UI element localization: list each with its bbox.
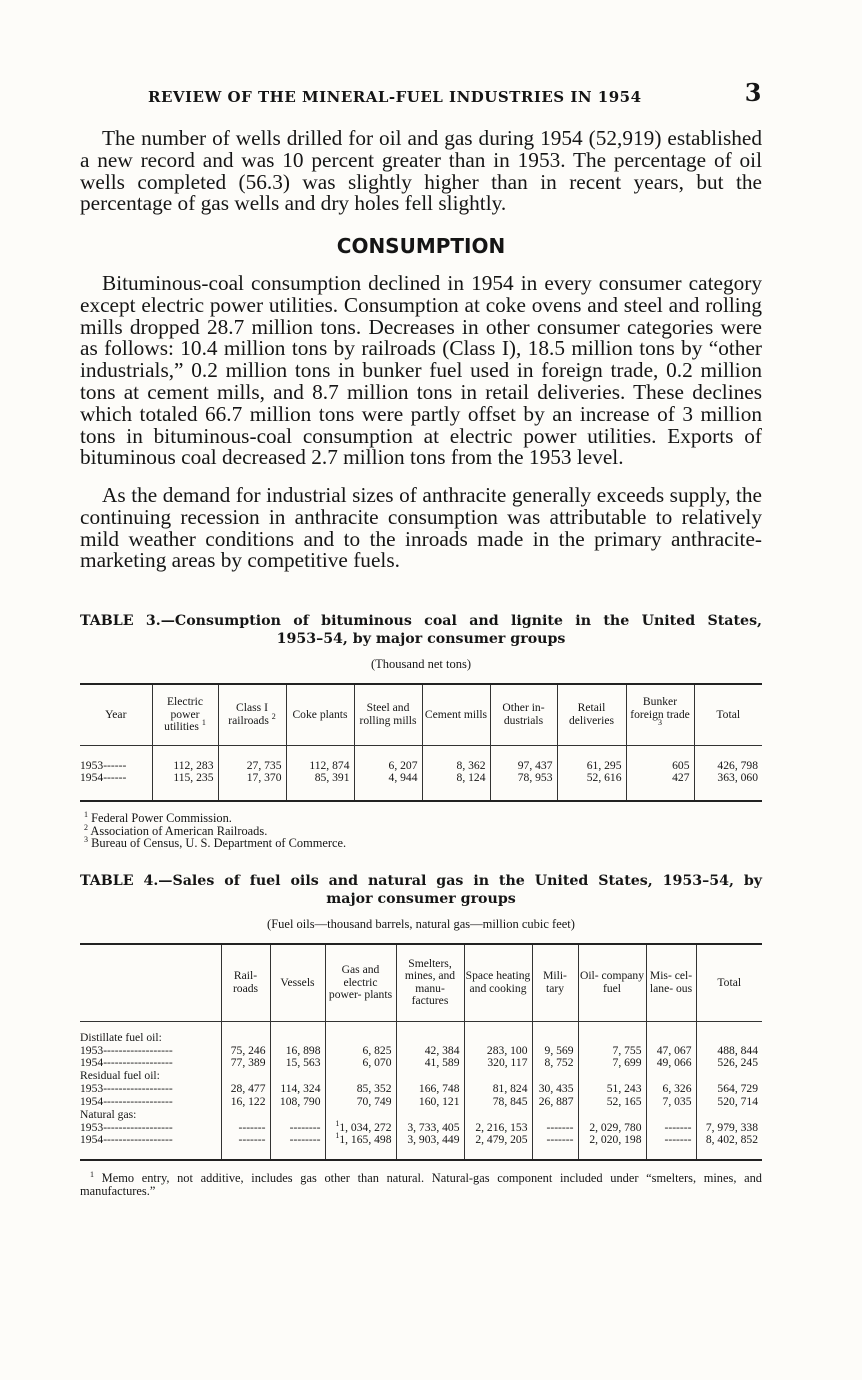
table-cell: 112, 874 xyxy=(286,760,354,772)
table-cell: 160, 121 xyxy=(396,1096,464,1109)
row-year: 1953------ xyxy=(80,758,127,772)
table3-col-bunker: Bunker foreign trade $^3$ xyxy=(626,684,694,745)
table-group-row xyxy=(80,1108,762,1121)
table-cell: 108, 790 xyxy=(270,1096,325,1109)
table4-caption-line1: TABLE 4.—Sales of fuel oils and natural gas in the United States, 1953–54, by xyxy=(80,873,762,889)
table4-col-total: Total xyxy=(696,944,762,1021)
table-cell: 27, 735 xyxy=(218,760,286,772)
table3-col-coke: Coke plants xyxy=(286,684,354,745)
group-label: Natural gas: xyxy=(80,1107,137,1121)
table-cell: 49, 066 xyxy=(646,1057,696,1070)
table3-caption-line2: 1953–54, by major consumer groups xyxy=(276,631,566,647)
footnote: $^3$ Bureau of Census, U. S. Department of Commerce. xyxy=(84,834,347,850)
table-cell: 112, 283 xyxy=(152,760,218,772)
table-cell: -------- xyxy=(270,1134,325,1147)
table-cell: -------- xyxy=(270,1121,325,1134)
table-cell: 488, 844 xyxy=(696,1044,762,1057)
table4-col-oil-company: Oil- company fuel xyxy=(578,944,646,1021)
group-label: Distillate fuel oil: xyxy=(80,1030,162,1044)
table3-col-retail: Retail deliveries xyxy=(557,684,626,745)
table-cell: 7, 755 xyxy=(578,1044,646,1057)
table-cell: 8, 362 xyxy=(422,760,490,772)
table-cell: 4, 944 xyxy=(354,772,422,784)
table-cell: 47, 067 xyxy=(646,1044,696,1057)
table4-footnote: $^1$ Memo entry, not additive, includes gas other than natural. Natural-gas component included under “smelters, mines, and manufactures.” xyxy=(80,1169,762,1198)
table-cell: 6, 070 xyxy=(325,1057,396,1070)
table3-col-steel: Steel and rolling mills xyxy=(354,684,422,745)
table4-col-space-heating: Space heating and cooking xyxy=(464,944,532,1021)
paragraph-anthracite: As the demand for industrial sizes of anthracite generally exceeds supply, the continuing recession in anthracite consumption was attributable to relatively mild weather conditions and to the inroads made in the primary anthracite-marketing areas by competitive fuels. xyxy=(80,483,762,573)
table-cell: 3, 733, 405 xyxy=(396,1121,464,1134)
table-group-row xyxy=(80,1032,762,1045)
section-heading-consumption: CONSUMPTION xyxy=(336,234,506,258)
table-cell: 7, 035 xyxy=(646,1096,696,1109)
table-row xyxy=(80,1083,762,1096)
table-cell: 26, 887 xyxy=(532,1096,578,1109)
row-year: 1954------ xyxy=(80,770,127,784)
table-cell: 9, 569 xyxy=(532,1044,578,1057)
table-cell: 520, 714 xyxy=(696,1096,762,1109)
table-cell: 61, 295 xyxy=(557,760,626,772)
table4-unit: (Fuel oils—thousand barrels, natural gas—million cubic feet) xyxy=(267,917,575,931)
table-cell: 3, 903, 449 xyxy=(396,1134,464,1147)
table-row xyxy=(80,1044,762,1057)
table4-col-category xyxy=(80,944,221,1021)
table3 xyxy=(80,683,762,802)
table-cell: ------- xyxy=(646,1134,696,1147)
table-cell: 8, 124 xyxy=(422,772,490,784)
row-year: 1953------------------ xyxy=(80,1043,173,1057)
table-row xyxy=(80,760,762,772)
table-cell: 2, 029, 780 xyxy=(578,1121,646,1134)
group-label: Residual fuel oil: xyxy=(80,1069,160,1083)
footnote: $^1$ Federal Power Commission. xyxy=(84,809,232,825)
table4-col-railroads: Rail- roads xyxy=(221,944,270,1021)
table3-header-row xyxy=(80,684,762,745)
table4-col-smelters: Smelters, mines, and manu- factures xyxy=(396,944,464,1021)
table3-caption xyxy=(80,612,762,648)
table3-col-class1: Class I railroads $^2$ xyxy=(218,684,286,745)
table-cell: 2, 216, 153 xyxy=(464,1121,532,1134)
table-cell: ------- xyxy=(532,1134,578,1147)
table3-col-cement: Cement mills xyxy=(422,684,490,745)
row-year: 1954------------------ xyxy=(80,1094,173,1108)
table4-col-vessels: Vessels xyxy=(270,944,325,1021)
table-cell: 70, 749 xyxy=(325,1096,396,1109)
table-cell: ------- xyxy=(532,1121,578,1134)
table-cell: 283, 100 xyxy=(464,1044,532,1057)
table-group-row xyxy=(80,1070,762,1083)
table-cell: 114, 324 xyxy=(270,1083,325,1096)
table-cell: 8, 752 xyxy=(532,1057,578,1070)
table-cell: 564, 729 xyxy=(696,1083,762,1096)
table-cell: 81, 824 xyxy=(464,1083,532,1096)
table-cell: 78, 953 xyxy=(490,772,557,784)
table-cell: 6, 825 xyxy=(325,1044,396,1057)
table-row xyxy=(80,1134,762,1147)
table-row xyxy=(80,1096,762,1109)
table-cell: 427 xyxy=(626,772,694,784)
paragraph-bituminous-consumption: Bituminous-coal consumption declined in 1954 in every consumer category except electric power utilities. Consumption at coke ovens and steel and rolling mills dropped 28.7 million tons. Decreases in other consumer categories were as follows: 10.4 million tons by railroads (Class I), 18.5 million tons by “other industrials,” 0.2 million tons in bunker fuel used in foreign trade, 0.2 million tons at cement mills, and 8.7 million tons in retail deliveries. These declines which totaled 66.7 million tons were partly offset by an increase of 3 million tons in bituminous-coal consumption at electric power utilities. Exports of bituminous coal decreased 2.7 million tons from the 1953 level. xyxy=(80,271,762,470)
table-cell: 16, 898 xyxy=(270,1044,325,1057)
table3-col-other: Other in- dustrials xyxy=(490,684,557,745)
table4-caption-line2: major consumer groups xyxy=(326,891,516,907)
table4-col-gas-electric: Gas and electric power- plants xyxy=(325,944,396,1021)
table-row xyxy=(80,1121,762,1134)
table-cell: 30, 435 xyxy=(532,1083,578,1096)
table-cell: 320, 117 xyxy=(464,1057,532,1070)
table-cell: 85, 352 xyxy=(325,1083,396,1096)
row-year: 1953------------------ xyxy=(80,1120,173,1134)
table-cell: 78, 845 xyxy=(464,1096,532,1109)
table-cell: 52, 165 xyxy=(578,1096,646,1109)
table-cell: 97, 437 xyxy=(490,760,557,772)
table3-footnotes xyxy=(80,809,766,850)
table4-col-military: Mili- tary xyxy=(532,944,578,1021)
table4-caption xyxy=(80,872,762,908)
table3-col-year: Year xyxy=(80,684,152,745)
table-cell: $^1$1, 165, 498 xyxy=(325,1134,396,1147)
table-row xyxy=(80,772,762,784)
footnote: $^2$ Association of American Railroads. xyxy=(84,822,268,838)
table-cell: 16, 122 xyxy=(221,1096,270,1109)
table-cell: 52, 616 xyxy=(557,772,626,784)
row-year: 1953------------------ xyxy=(80,1082,173,1096)
table3-col-total: Total xyxy=(694,684,762,745)
table-cell: ------- xyxy=(646,1121,696,1134)
paragraph-wells-drilled: The number of wells drilled for oil and gas during 1954 (52,919) established a new record and was 10 percent greater than in 1953. The percentage of oil wells completed (56.3) was slightly higher than in recent years, but the percentage of gas wells and dry holes fell slightly. xyxy=(80,126,762,216)
table-cell: 51, 243 xyxy=(578,1083,646,1096)
table-cell: 41, 589 xyxy=(396,1057,464,1070)
table4-col-misc: Mis- cel- lane- ous xyxy=(646,944,696,1021)
table-cell: 6, 326 xyxy=(646,1083,696,1096)
table-cell: 6, 207 xyxy=(354,760,422,772)
row-year: 1954------------------ xyxy=(80,1133,173,1147)
table-cell: 7, 979, 338 xyxy=(696,1121,762,1134)
page-number: 3 xyxy=(744,78,762,107)
table-cell: ------- xyxy=(221,1134,270,1147)
table-cell: 166, 748 xyxy=(396,1083,464,1096)
running-head-title: REVIEW OF THE MINERAL-FUEL INDUSTRIES IN 1954 xyxy=(148,88,642,106)
table4 xyxy=(80,943,762,1161)
table-cell: 2, 020, 198 xyxy=(578,1134,646,1147)
table4-header-row xyxy=(80,944,762,1021)
table-cell: 526, 245 xyxy=(696,1057,762,1070)
table-cell: 28, 477 xyxy=(221,1083,270,1096)
table3-unit: (Thousand net tons) xyxy=(371,657,471,671)
table-cell: 85, 391 xyxy=(286,772,354,784)
table3-caption-line1: TABLE 3.—Consumption of bituminous coal and lignite in the United States, xyxy=(80,613,762,629)
table-cell: 77, 389 xyxy=(221,1057,270,1070)
table-cell: 115, 235 xyxy=(152,772,218,784)
table-cell: 7, 699 xyxy=(578,1057,646,1070)
row-year: 1954------------------ xyxy=(80,1056,173,1070)
table-row xyxy=(80,1057,762,1070)
table-cell: 17, 370 xyxy=(218,772,286,784)
table-cell: 8, 402, 852 xyxy=(696,1134,762,1147)
table-cell: 15, 563 xyxy=(270,1057,325,1070)
table-cell: 75, 246 xyxy=(221,1044,270,1057)
table-cell: $^1$1, 034, 272 xyxy=(325,1121,396,1134)
table-cell: ------- xyxy=(221,1121,270,1134)
table-cell: 426, 798 xyxy=(694,760,762,772)
table3-col-electric: Electric power utilities $^1$ xyxy=(152,684,218,745)
table-cell: 363, 060 xyxy=(694,772,762,784)
table-cell: 42, 384 xyxy=(396,1044,464,1057)
table-cell: 605 xyxy=(626,760,694,772)
table-cell: 2, 479, 205 xyxy=(464,1134,532,1147)
